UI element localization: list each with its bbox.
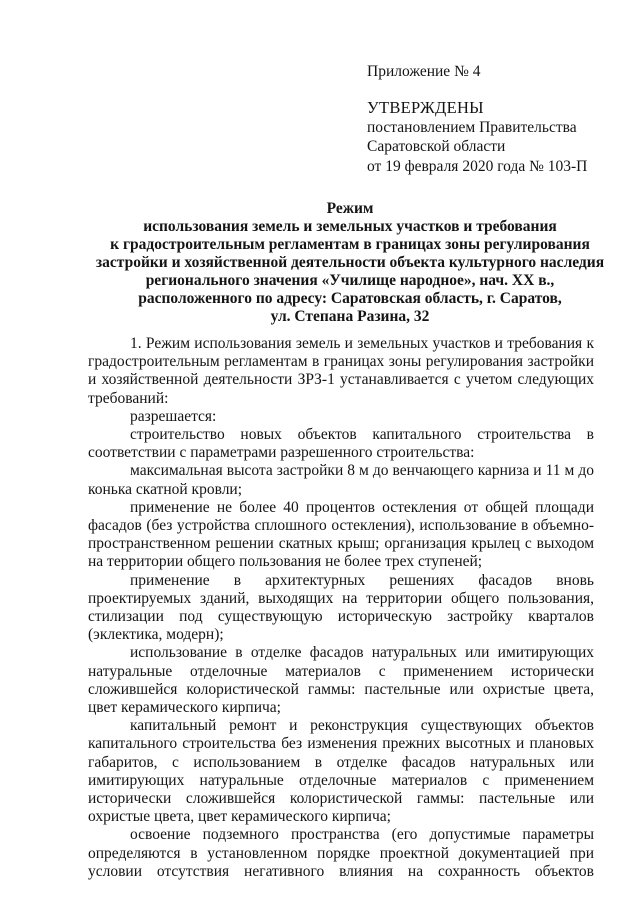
body-paragraph: применение в архитектурных решениях фасадов вновь проектируемых зданий, выходящих на территории общего пользования, стилизации под существующую историческую застройку кварталов (эклектика, модерн); <box>88 571 594 644</box>
body-paragraph: разрешается: <box>130 407 217 425</box>
body-paragraph: 1. Режим использования земель и земельных участков и требования к градостроительным регламентам в границах зоны регулирования застройки и хозяйственной деятельности ЗРЗ-1 устанавливается с учетом следующих требований: <box>88 335 594 407</box>
title-line: расположенного по адресу: Саратовская область, г. Саратов, <box>138 290 562 307</box>
title-line: ул. Степана Разина, 32 <box>270 308 430 325</box>
body-paragraph: капитальный ремонт и реконструкция существующих объектов капитального строительства без изменения прежних высотных и плановых габаритов, с использованием в отделке фасадов натуральных или имитирующих натуральные отделочные материалов с применением исторически сложившейся колористической гаммы: пастельные или охристые цвета, цвет керамического кирпича; <box>88 717 594 826</box>
approval-block <box>367 98 587 176</box>
document-body <box>88 335 594 881</box>
body-paragraph: освоение подземного пространства (его допустимые параметры определяются в установленном порядке проектной документацией при условии отсутствия негативного влияния на сохранность объектов <box>88 826 594 880</box>
title-line: Режим <box>326 200 374 217</box>
approval-heading: УТВЕРЖДЕНЫ <box>367 98 484 117</box>
title-line: регионального значения «Училище народное», нач. XX в., <box>145 272 555 289</box>
title-line: застройки и хозяйственной деятельности объекта культурного наследия <box>95 254 605 271</box>
approval-line: Саратовской области <box>367 138 506 155</box>
body-paragraph: использование в отделке фасадов натуральных или имитирующих натуральные отделочные материалов с применением исторически сложившейся колористической гаммы: пастельные или охристые цвета, цвет керамического кирпича; <box>88 644 594 717</box>
title-line: использования земель и земельных участков и требования <box>143 218 557 235</box>
title-line: к градостроительным регламентам в границах зоны регулирования <box>110 236 590 253</box>
document-title <box>60 200 640 326</box>
approval-line: от 19 февраля 2020 года № 103-П <box>367 157 588 175</box>
body-paragraph: строительство новых объектов капитального строительства в соответствии с параметрами разрешенного строительства: <box>88 426 594 462</box>
appendix-number: Приложение № 4 <box>367 63 481 80</box>
body-paragraph: применение не более 40 процентов остекления от общей площади фасадов (без устройства сплошного остекления), использование в объемно-пространственном решении скатных крыш; организация крылец с выходом на территории общего пользования не более трех ступеней; <box>88 498 594 571</box>
body-paragraph: максимальная высота застройки 8 м до венчающего карниза и 11 м до конька скатной кровли; <box>88 462 594 498</box>
approval-line: постановлением Правительства <box>367 118 577 136</box>
